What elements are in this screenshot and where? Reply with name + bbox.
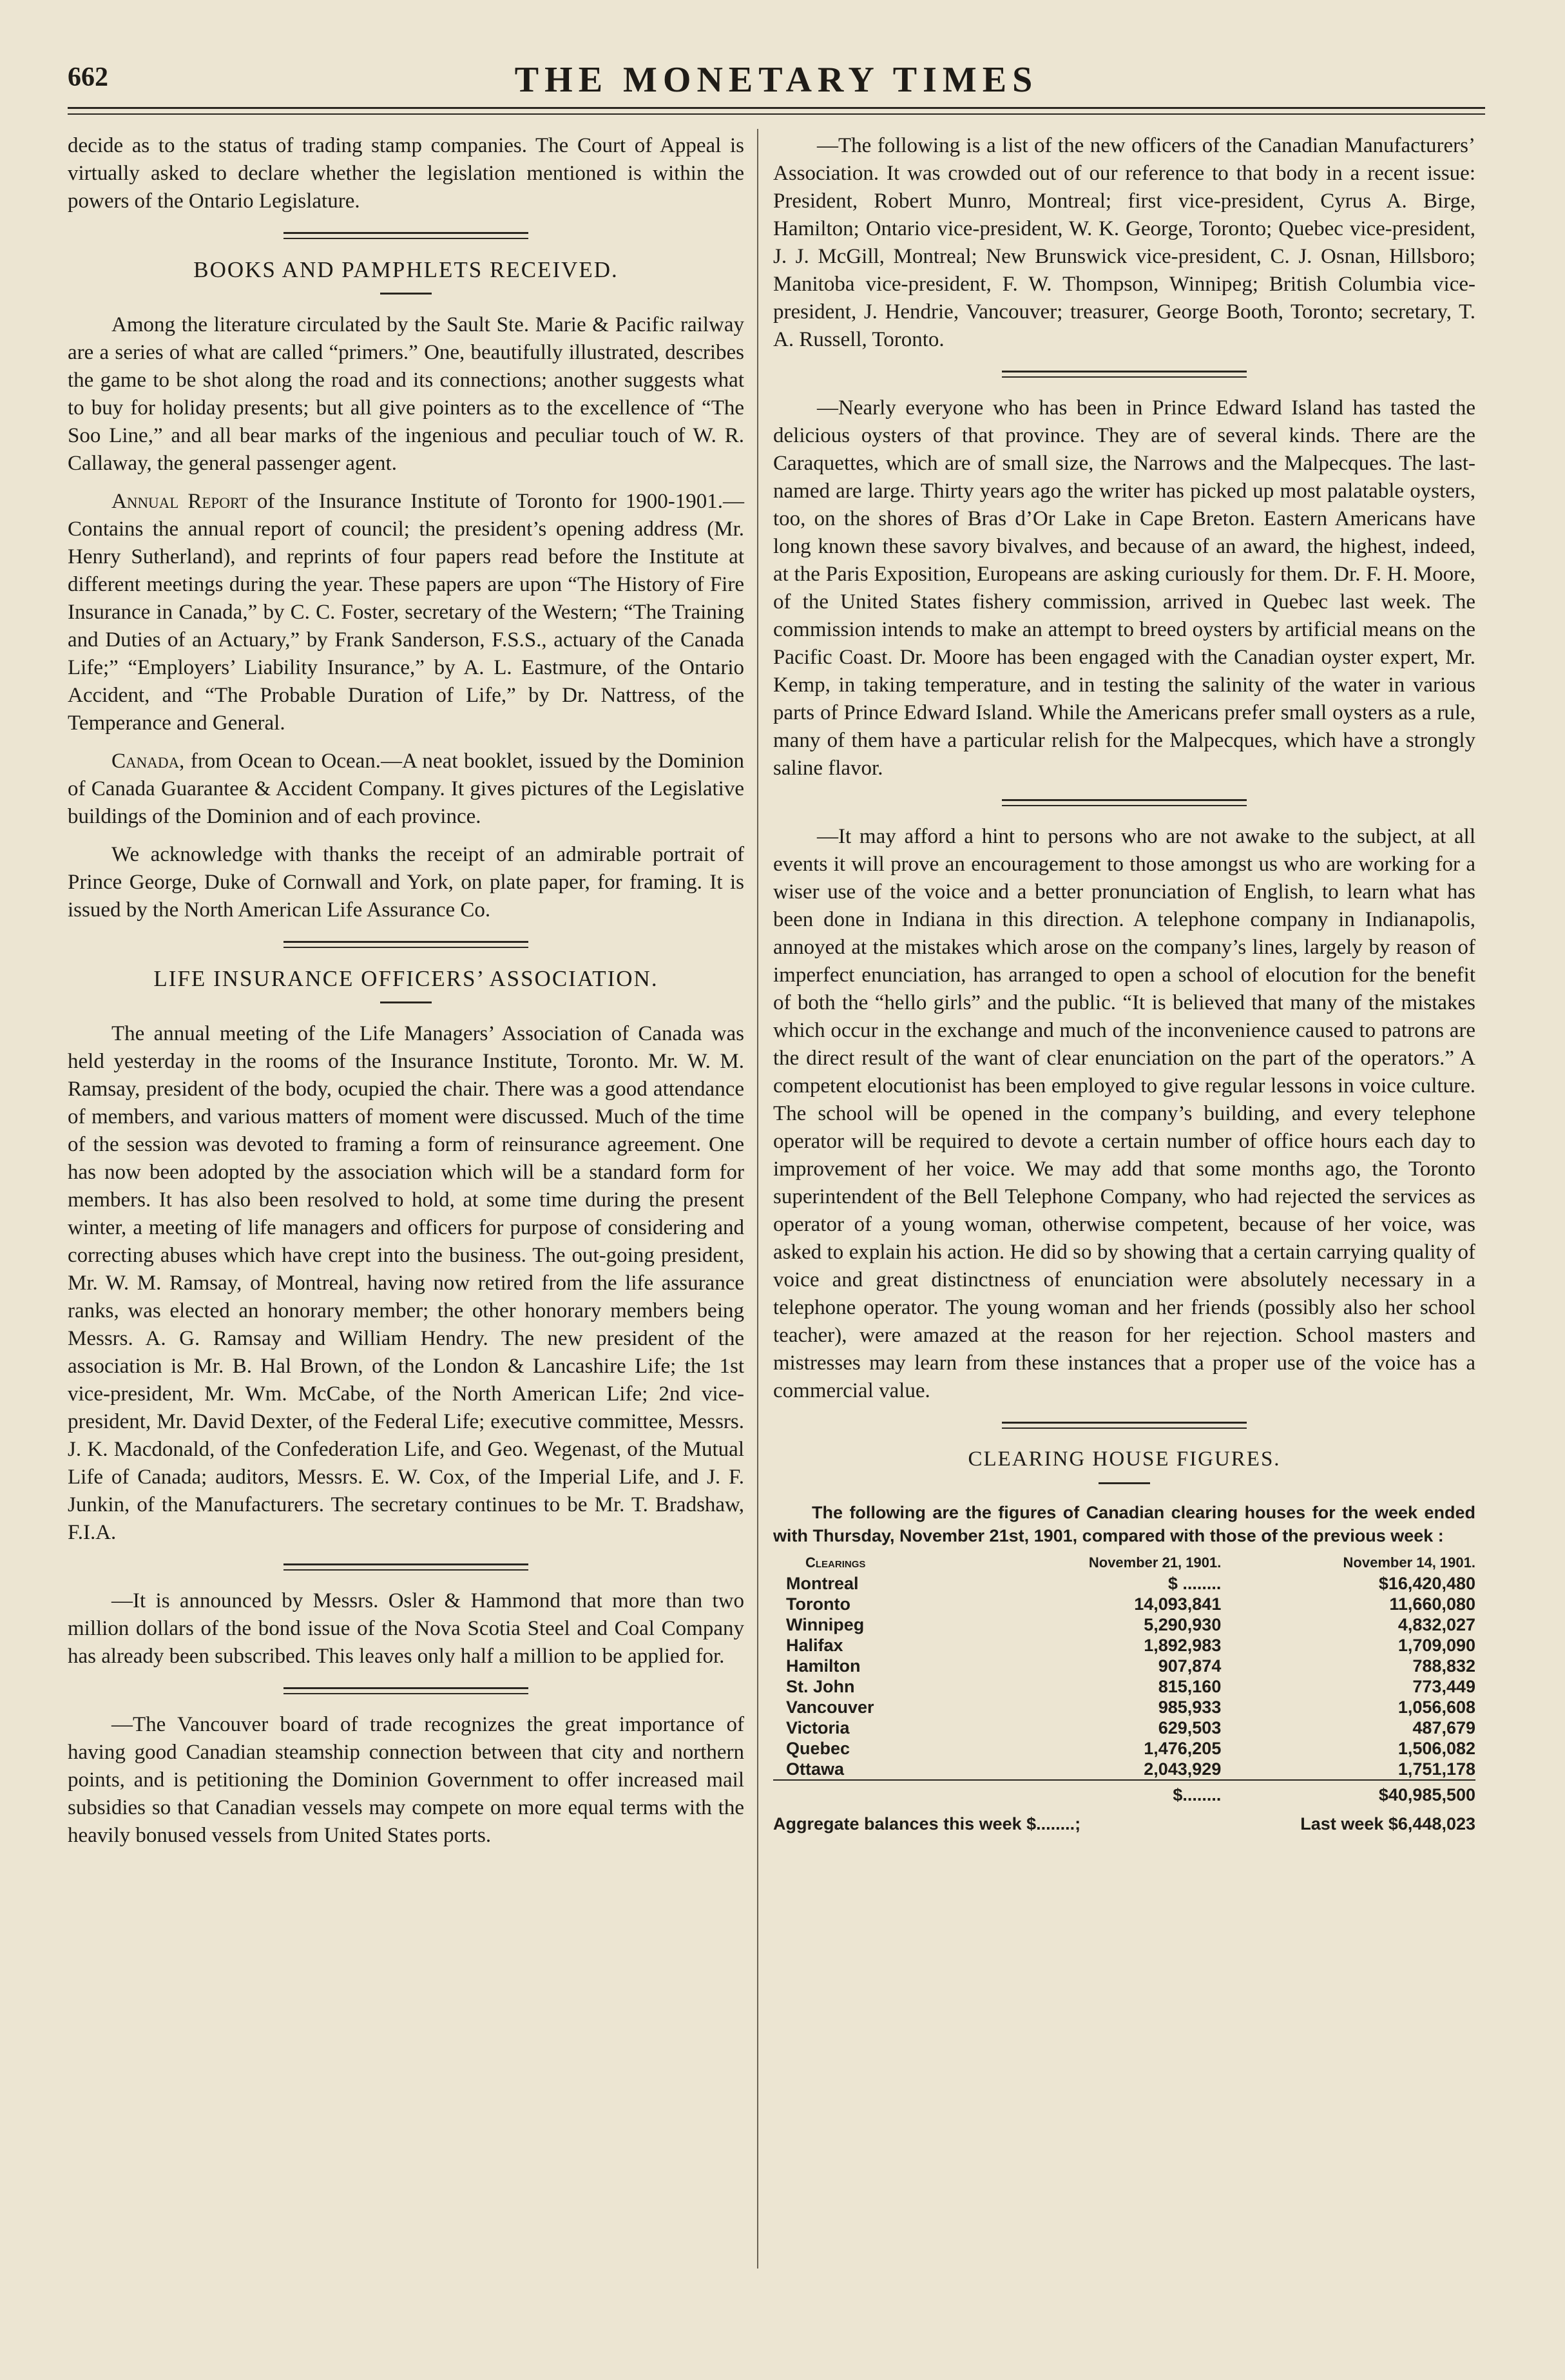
city-name: Winnipeg — [786, 1615, 865, 1634]
total-previous: $40,985,500 — [1378, 1785, 1475, 1804]
table-header-row — [773, 1553, 1475, 1573]
clearing-house-intro: The following are the figures of Canadian clearing houses for the week ended with Thursday, November 21st, 1901, compared with those of the previous week : — [773, 1503, 1475, 1545]
table-row — [773, 1594, 1475, 1614]
life-association-paragraph: The annual meeting of the Life Managers’ Association of Canada was held yesterday in the rooms of the Insurance Institute, Toronto. Mr. W. M. Ramsay, president of the body, ocupied the chair. There was a good attendance of members, and various matters of moment were discussed. Much of the time of the session was devoted to framing a form of reinsurance agreement. One has now been adopted by the association which will be a standard form for members. It has also been resolved to hold, at some time during the present winter, a meeting of life managers and officers for purpose of considering and correcting abuses which have crept into the business. The out-going president, Mr. W. M. Ramsay, of Montreal, having now retired from the life assurance ranks, was elected an honorary member; the other honorary members being Messrs. A. G. Ramsay and William Hendry. The new president of the association is Mr. B. Hal Brown, of the London & Lancashire Life; the 1st vice-president, Mr. Wm. McCabe, of the North American Life; 2nd vice-president, Mr. David Dexter, of the Federal Life; executive committee, Messrs. J. K. Macdonald, of the Confederation Life, and Geo. Wegenast, of the Mutual Life of Canada; auditors, Messrs. E. W. Cox, of the Imperial Life, and J. F. Junkin, of the Manufacturers. The secretary continues to be Mr. T. Bradshaw, F.I.A. — [68, 1022, 744, 1544]
clearing-house-rows — [773, 1573, 1475, 1780]
current-value: 629,503 — [1158, 1718, 1222, 1737]
previous-value: $16,420,480 — [1378, 1574, 1475, 1593]
osler-paragraph: —It is announced by Messrs. Osler & Hammond that more than two million dollars of the bond issue of the Nova Scotia Steel and Coal Company has already been subscribed. This leaves only half a million to be applied for. — [68, 1589, 744, 1668]
canada-text: from Ocean to Ocean.—A neat booklet, issued by the Dominion of Canada Guarantee & Accident Company. It gives pictures of the Legislative buildings of the Dominion and of each province. — [68, 750, 744, 828]
heading-rule — [380, 293, 432, 295]
clearing-house-heading: CLEARING HOUSE FIGURES. — [968, 1447, 1281, 1471]
page-number: 662 — [68, 63, 108, 92]
table-row — [773, 1635, 1475, 1656]
officers-paragraph: —The following is a list of the new officers of the Canadian Manufacturers’ Association. It was crowded out of our reference to that body in a recent issue: President, Robert Munro, Montreal; first vice-president, Cyrus A. Birge, Hamilton; Ontario vice-president, W. K. George, Toronto; Quebec vice-president, J. J. McGill, Montreal; New Brunswick vice-president, C. J. Osnan, Hillsboro; Manitoba vice-president, F. W. Thompson, Winnipeg; British Columbia vice-president, J. Hendrie, Vancouver; treasurer, George Booth, Toronto; secretary, T. A. Russell, Toronto. — [773, 134, 1475, 351]
section-divider — [283, 941, 528, 948]
total-rule-row — [773, 1780, 1475, 1785]
city-name: Victoria — [786, 1718, 850, 1737]
current-value: 907,874 — [1158, 1656, 1222, 1676]
table-row — [773, 1656, 1475, 1676]
annual-report-lead: Annual Report — [111, 490, 248, 513]
header-rule-thin — [68, 113, 1485, 115]
previous-value: 1,056,608 — [1397, 1698, 1475, 1717]
column-header-current: November 21, 1901. — [1088, 1554, 1222, 1571]
column-divider — [757, 129, 758, 2269]
current-value: 5,290,930 — [1144, 1615, 1222, 1634]
current-value: 985,933 — [1158, 1698, 1222, 1717]
voice-paragraph: —It may afford a hint to persons who are not awake to the subject, at all events it will prove an encouragement to those amongst us who are working for a wiser use of the voice and a better pronunciation of English, to learn what has been done in Indiana in this direction. A telephone company in Indianapolis, annoyed at the mistakes which arose on the company’s lines, largely by reason of imperfect enunciation, has arranged to open a school of elocution for the benefit of both the “hello girls” and the public. “It is believed that many of the mistakes which occur in the exchange and much of the inconvenience caused to patrons are the direct result of the want of clear enunciation on the part of the operators.” A competent elocutionist has been employed to give regular lessons in voice culture. The school will be opened in the company’s building, and every telephone operator will be required to devote a certain number of office hours each day to improvement of her voice. We may add that some months ago, the Toronto superintendent of the Bell Telephone Company, who had rejected the services as operator of a young woman, otherwise competent, because of her voice, was asked to explain his action. He did so by showing that a certain carrying quality of voice and great distinctness of enunciation were absolutely necessary in a telephone operator. The young woman and her friends (possibly also her school teacher), were amazed at the reason for her rejection. School masters and mistresses may learn from these instances that a proper use of the voice has a commercial value. — [773, 825, 1475, 1402]
total-row — [773, 1785, 1475, 1805]
left-column — [68, 132, 744, 1860]
previous-value: 773,449 — [1412, 1677, 1475, 1696]
current-value: 1,476,205 — [1144, 1739, 1222, 1758]
aggregate-last-week: Last week $6,448,023 — [1300, 1814, 1475, 1833]
section-divider — [283, 1687, 528, 1694]
sault-paragraph: Among the literature circulated by the Sault Ste. Marie & Pacific railway are a series of what are called “primers.” One, beautifully illustrated, describes the game to be shot along the road and its connections; another suggests what to buy for holiday presents; but all give pointers as to the excellence of “The Soo Line,” and all bear marks of the ingenious and peculiar touch of W. R. Callaway, the general passenger agent. — [68, 313, 744, 475]
books-heading: BOOKS AND PAMPHLETS RECEIVED. — [193, 257, 619, 282]
right-column — [773, 132, 1475, 1838]
total-current: $........ — [1173, 1785, 1222, 1804]
annual-report-text: of the Insurance Institute of Toronto for 1900-1901.—Contains the annual report of council; the president’s opening address (Mr. Henry Sutherland), and reprints of four papers read before the Institute at different meetings during the year. These papers are upon “The History of Fire Insurance in Canada,” by C. C. Foster, secretary of the Western; “The Training and Duties of an Actuary,” by Frank Sanderson, F.S.S., actuary of the Canada Life;” “Employers’ Liability Insurance,” by A. L. Eastmure, of the Ontario Accident, and “The Probable Duration of Life,” by Dr. Nattress, of the Temperance and General. — [68, 490, 745, 735]
vancouver-paragraph: —The Vancouver board of trade recognizes the great importance of having good Canadian steamship connection between that city and northern points, and is petitioning the Dominion Government to offer increased mail subsidies so that Canadian vessels may compete on more equal terms with the heavily bonused vessels from United States ports. — [68, 1713, 744, 1847]
table-row — [773, 1759, 1475, 1780]
current-value: 14,093,841 — [1134, 1594, 1222, 1614]
heading-rule — [1099, 1482, 1150, 1484]
city-name: St. John — [786, 1677, 855, 1696]
previous-value: 1,709,090 — [1397, 1636, 1475, 1655]
city-name: Toronto — [786, 1594, 850, 1614]
table-row — [773, 1738, 1475, 1759]
heading-rule — [380, 1001, 432, 1003]
city-name: Quebec — [786, 1739, 850, 1758]
current-value: 815,160 — [1158, 1677, 1222, 1696]
aggregate-balances — [773, 1810, 1475, 1838]
canada-paragraph — [68, 748, 744, 831]
city-name: Montreal — [786, 1574, 859, 1593]
city-name: Hamilton — [786, 1656, 861, 1676]
canada-lead: Canada, — [111, 750, 185, 773]
header-rule — [68, 107, 1485, 109]
current-value: 2,043,929 — [1144, 1759, 1222, 1779]
previous-value: 1,506,082 — [1397, 1739, 1475, 1758]
annual-report-paragraph — [68, 488, 744, 737]
table-row — [773, 1614, 1475, 1635]
trading-stamp-paragraph: decide as to the status of trading stamp companies. The Court of Appeal is virtually asked to declare whether the legislation mentioned is within the powers of the Ontario Legislature. — [68, 134, 744, 213]
oysters-paragraph: —Nearly everyone who has been in Prince Edward Island has tasted the delicious oysters of that province. They are of several kinds. There are the Caraquettes, which are of small size, the Narrows and the Malpecques. The last-named are large. Thirty years ago the writer has picked up most palatable oysters, too, on the shores of Bras d’Or Lake in Cape Breton. Eastern Americans have long known these savory bivalves, and because of an award, the highest, indeed, at the Paris Exposition, Europeans are asking curiously for them. Dr. F. H. Moore, of the United States fishery commission, arrived in Quebec last week. The commission intends to make an attempt to breed oysters by artificial means on the Pacific Coast. Dr. Moore has been engaged with the Canadian oyster expert, Mr. Kemp, in taking temperature, and in testing the salinity of the water in various parts of Prince Edward Island. While the Americans prefer small oysters as a rule, many of them have a particular relish for the Malpecques, which have a strongly saline flavor. — [773, 396, 1475, 780]
section-divider — [1002, 1422, 1247, 1429]
aggregate-this-week: Aggregate balances this week $........; — [773, 1814, 1081, 1833]
page-header — [68, 59, 1485, 104]
table-row — [773, 1573, 1475, 1594]
previous-value: 11,660,080 — [1389, 1594, 1475, 1614]
section-divider — [283, 1563, 528, 1571]
current-value: 1,892,983 — [1144, 1636, 1222, 1655]
section-divider — [1002, 799, 1247, 806]
previous-value: 1,751,178 — [1397, 1759, 1475, 1779]
column-header-previous: November 14, 1901. — [1343, 1554, 1475, 1571]
previous-value: 788,832 — [1412, 1656, 1475, 1676]
current-value: $ ........ — [1167, 1574, 1222, 1593]
portrait-paragraph: We acknowledge with thanks the receipt of an admirable portrait of Prince George, Duke of Cornwall and York, on plate paper, for framing. It is issued by the North American Life Assurance Co. — [68, 843, 744, 922]
column-header-clearings: Clearings — [805, 1554, 866, 1571]
life-insurance-heading: LIFE INSURANCE OFFICERS’ ASSOCIATION. — [153, 966, 658, 991]
clearing-house-table — [773, 1553, 1475, 1805]
table-row — [773, 1676, 1475, 1697]
previous-value: 487,679 — [1412, 1718, 1475, 1737]
city-name: Ottawa — [786, 1759, 845, 1779]
previous-value: 4,832,027 — [1397, 1615, 1475, 1634]
table-row — [773, 1697, 1475, 1717]
masthead-title: THE MONETARY TIMES — [514, 60, 1039, 100]
city-name: Vancouver — [786, 1698, 874, 1717]
city-name: Halifax — [786, 1636, 843, 1655]
section-divider — [1002, 371, 1247, 378]
table-row — [773, 1717, 1475, 1738]
section-divider — [283, 232, 528, 239]
